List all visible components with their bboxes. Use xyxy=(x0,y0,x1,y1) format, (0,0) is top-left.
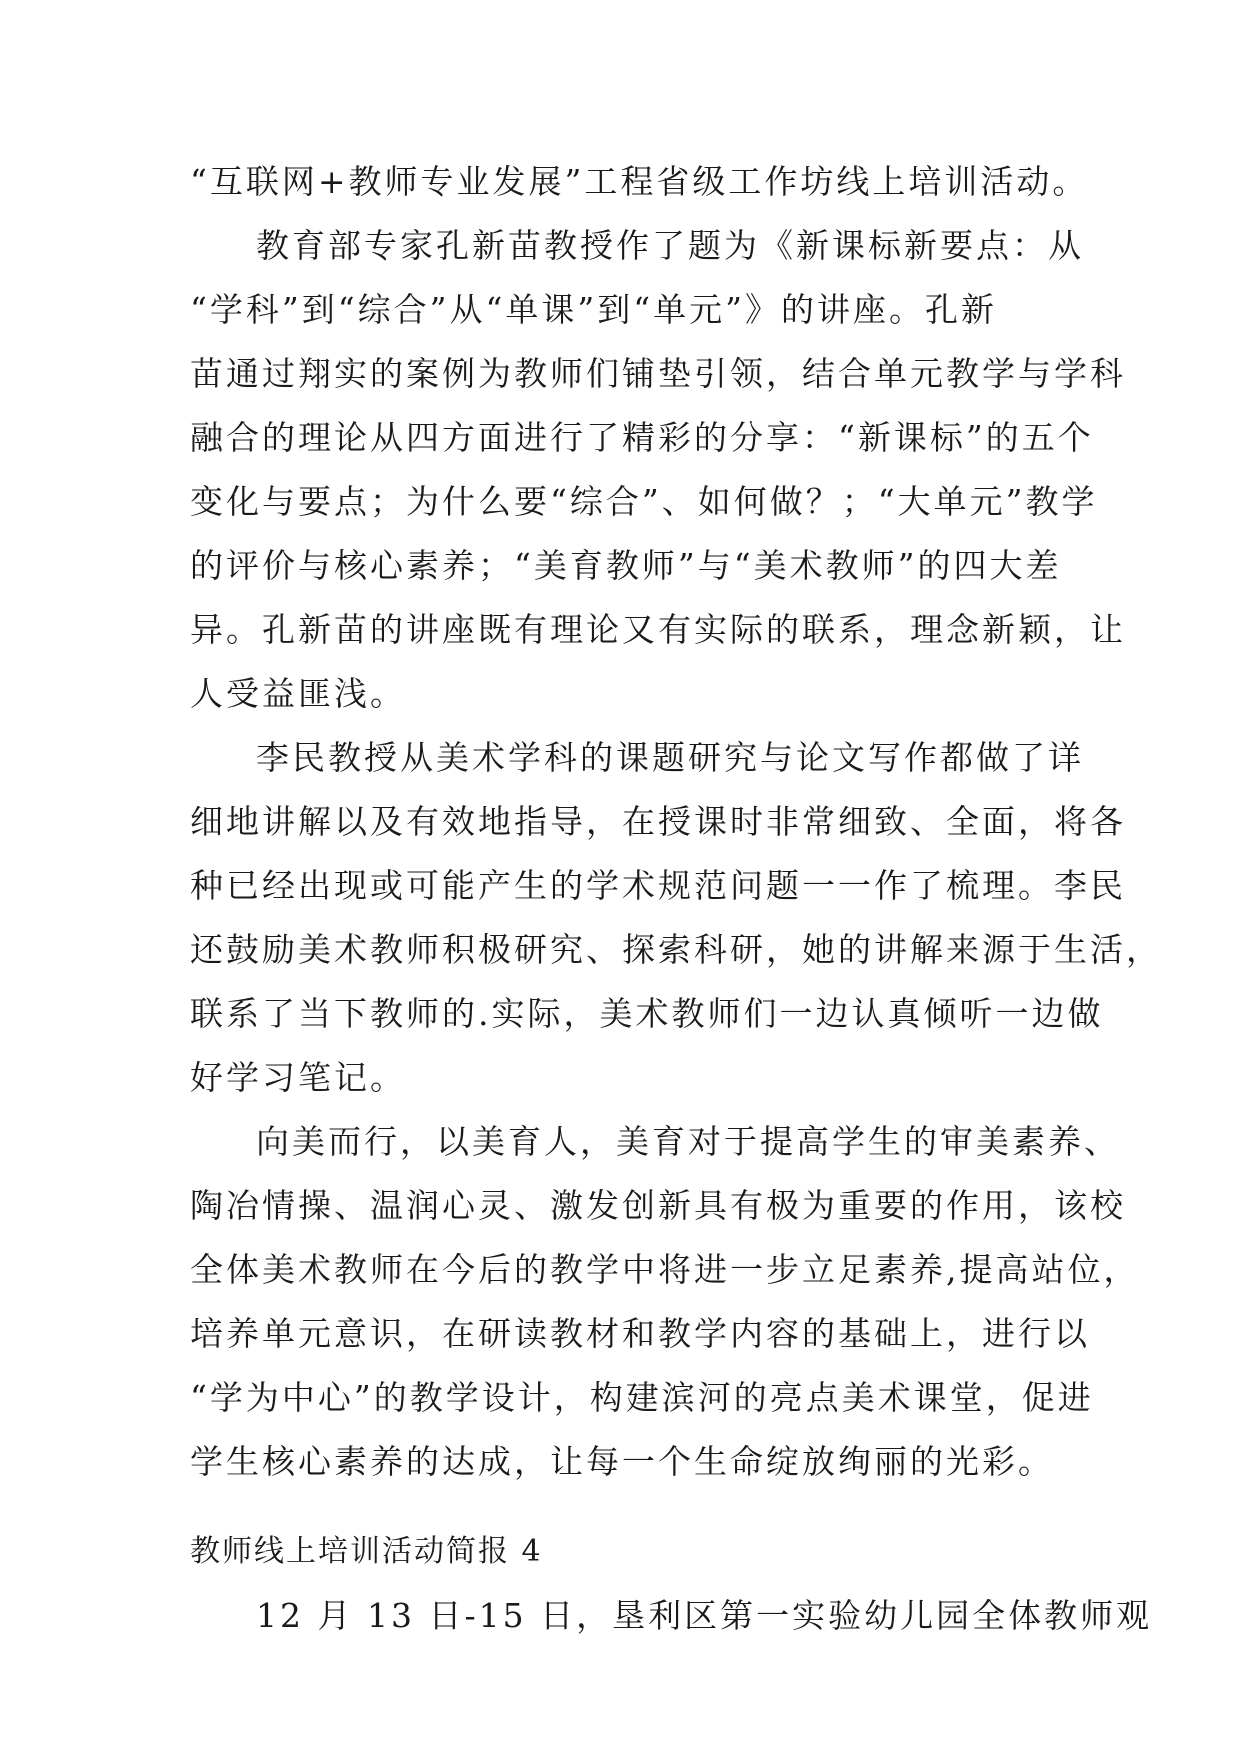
paragraph-3-line: 细地讲解以及有效地指导，在授课时非常细致、全面，将各 xyxy=(190,802,1126,841)
paragraph-4-line: 全体美术教师在今后的教学中将进一步立足素养,提高站位， xyxy=(190,1250,1140,1289)
paragraph-4-line: “学为中心”的教学设计，构建滨河的亮点美术课堂，促进 xyxy=(190,1378,1094,1417)
paragraph-4-line: 陶冶情操、温润心灵、激发创新具有极为重要的作用，该校 xyxy=(190,1186,1126,1225)
paragraph-2-line: 人受益匪浅。 xyxy=(190,674,406,713)
paragraph-4-line: 学生核心素养的达成，让每一个生命绽放绚丽的光彩。 xyxy=(190,1442,1054,1481)
paragraph-4-line: 培养单元意识，在研读教材和教学内容的基础上，进行以 xyxy=(190,1314,1090,1353)
paragraph-2-line: “学科”到“综合”从“单课”到“单元”》的讲座。孔新 xyxy=(190,290,997,329)
paragraph-3-line: 联系了当下教师的.实际，美术教师们一边认真倾听一边做 xyxy=(190,994,1104,1033)
paragraph-3-line: 种已经出现或可能产生的学术规范问题一一作了梳理。李民 xyxy=(190,866,1126,905)
paragraph-5-line: 12 月 13 日-15 日，垦利区第一实验幼儿园全体教师观 xyxy=(256,1596,1153,1635)
paragraph-2-line: 教育部专家孔新苗教授作了题为《新课标新要点：从 xyxy=(256,226,1084,265)
paragraph-4-line: 向美而行，以美育人，美育对于提高学生的审美素养、 xyxy=(256,1122,1120,1161)
paragraph-2-line: 融合的理论从四方面进行了精彩的分享：“新课标”的五个 xyxy=(190,418,1094,457)
section-title: 教师线上培训活动简报 4 xyxy=(190,1534,543,1569)
document-page xyxy=(190,150,1162,1648)
paragraph-3-line: 还鼓励美术教师积极研究、探索科研，她的讲解来源于生活， xyxy=(190,930,1162,969)
paragraph-1-line: “互联网+教师专业发展”工程省级工作坊线上培训活动。 xyxy=(190,162,1089,201)
paragraph-2-line: 变化与要点；为什么要“综合”、如何做？；“大单元”教学 xyxy=(190,482,1098,521)
paragraph-2-line: 的评价与核心素养；“美育教师”与“美术教师”的四大差 xyxy=(190,546,1062,585)
paragraph-2-line: 异。孔新苗的讲座既有理论又有实际的联系，理念新颖，让 xyxy=(190,610,1126,649)
paragraph-2-line: 苗通过翔实的案例为教师们铺垫引领，结合单元教学与学科 xyxy=(190,354,1126,393)
paragraph-3-line: 李民教授从美术学科的课题研究与论文写作都做了详 xyxy=(256,738,1084,777)
paragraph-3-line: 好学习笔记。 xyxy=(190,1058,406,1097)
